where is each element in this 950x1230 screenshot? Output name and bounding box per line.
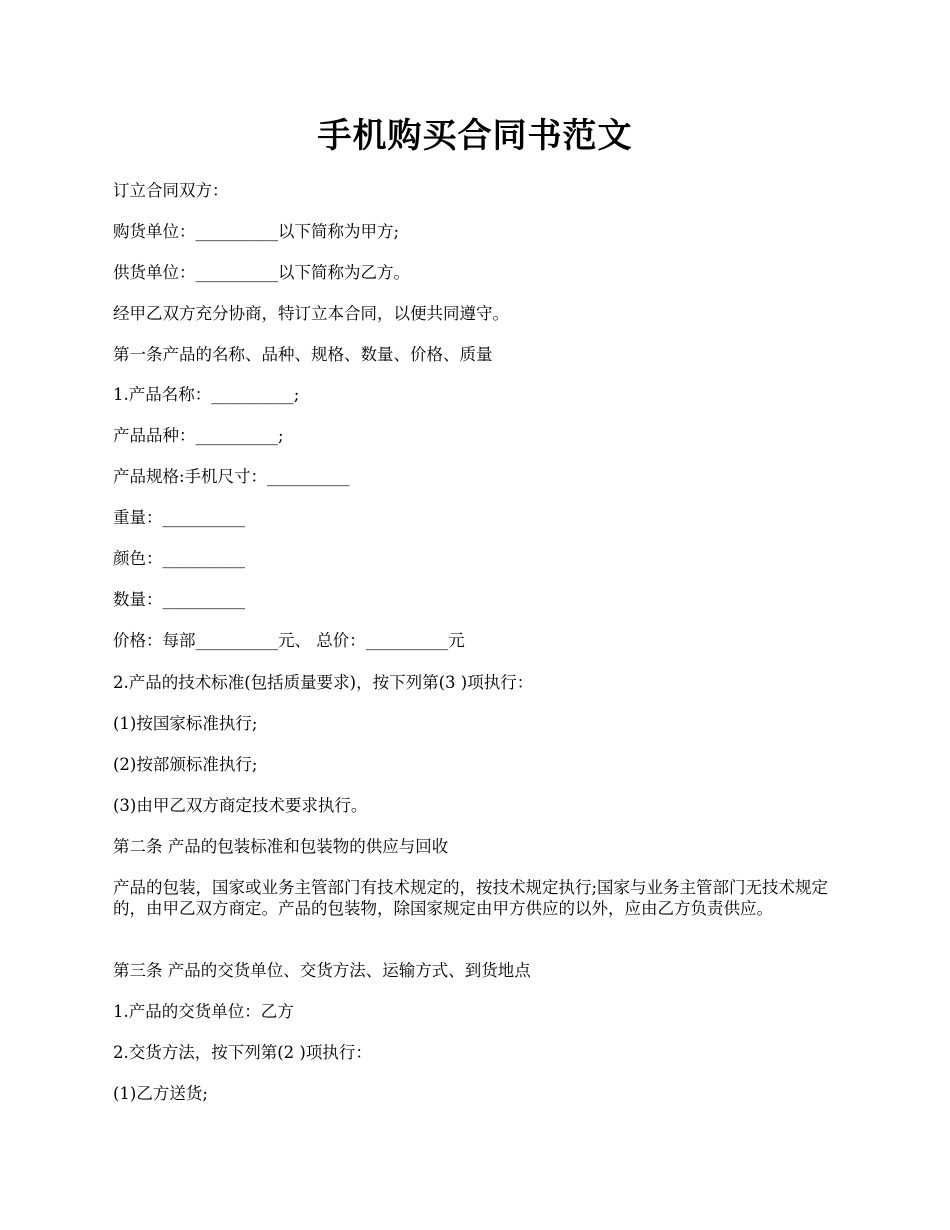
paragraph-tech-standard: 2.产品的技术标准(包括质量要求)，按下列第(3 )项执行： [113, 673, 534, 692]
paragraph-option-1: (1)按国家标准执行; [113, 714, 258, 733]
paragraph-delivery-unit: 1.产品的交货单位：乙方 [113, 1002, 294, 1021]
paragraph-color: 颜色：__________ [113, 549, 245, 568]
paragraph-agreement: 经甲乙双方充分协商，特订立本合同，以便共同遵守。 [113, 304, 509, 323]
paragraph-option-2: (2)按部颁标准执行; [113, 755, 258, 774]
article-1-heading: 第一条产品的名称、品种、规格、数量、价格、质量 [113, 345, 493, 364]
paragraph-price: 价格：每部__________元、 总价：__________元 [113, 631, 465, 650]
paragraph-quantity: 数量：__________ [113, 590, 245, 609]
article-2-heading: 第二条 产品的包装标准和包装物的供应与回收 [113, 837, 449, 856]
paragraph-product-variety: 产品品种：__________; [113, 426, 284, 445]
paragraph-product-spec: 产品规格:手机尺寸：__________ [113, 467, 350, 486]
paragraph-delivery-method: 2.交货方法，按下列第(2 )项执行： [113, 1043, 372, 1062]
paragraph-parties-intro: 订立合同双方： [113, 181, 229, 200]
paragraph-product-name: 1.产品名称：__________; [113, 385, 300, 404]
document-title: 手机购买合同书范文 [317, 116, 633, 156]
paragraph-delivery-option-1: (1)乙方送货; [113, 1084, 208, 1103]
paragraph-buyer: 购货单位：__________以下简称为甲方; [113, 222, 400, 241]
paragraph-option-3: (3)由甲乙双方商定技术要求执行。 [113, 796, 368, 815]
article-3-heading: 第三条 产品的交货单位、交货方法、运输方式、到货地点 [113, 961, 531, 980]
paragraph-weight: 重量：__________ [113, 508, 245, 527]
paragraph-packaging: 产品的包装，国家或业务主管部门有技术规定的，按技术规定执行;国家与业务主管部门无技术规定的，由甲乙双方商定。产品的包装物，除国家规定由甲方供应的以外，应由乙方负责供应。 [113, 878, 829, 918]
paragraph-seller: 供货单位：__________以下简称为乙方。 [113, 263, 410, 282]
